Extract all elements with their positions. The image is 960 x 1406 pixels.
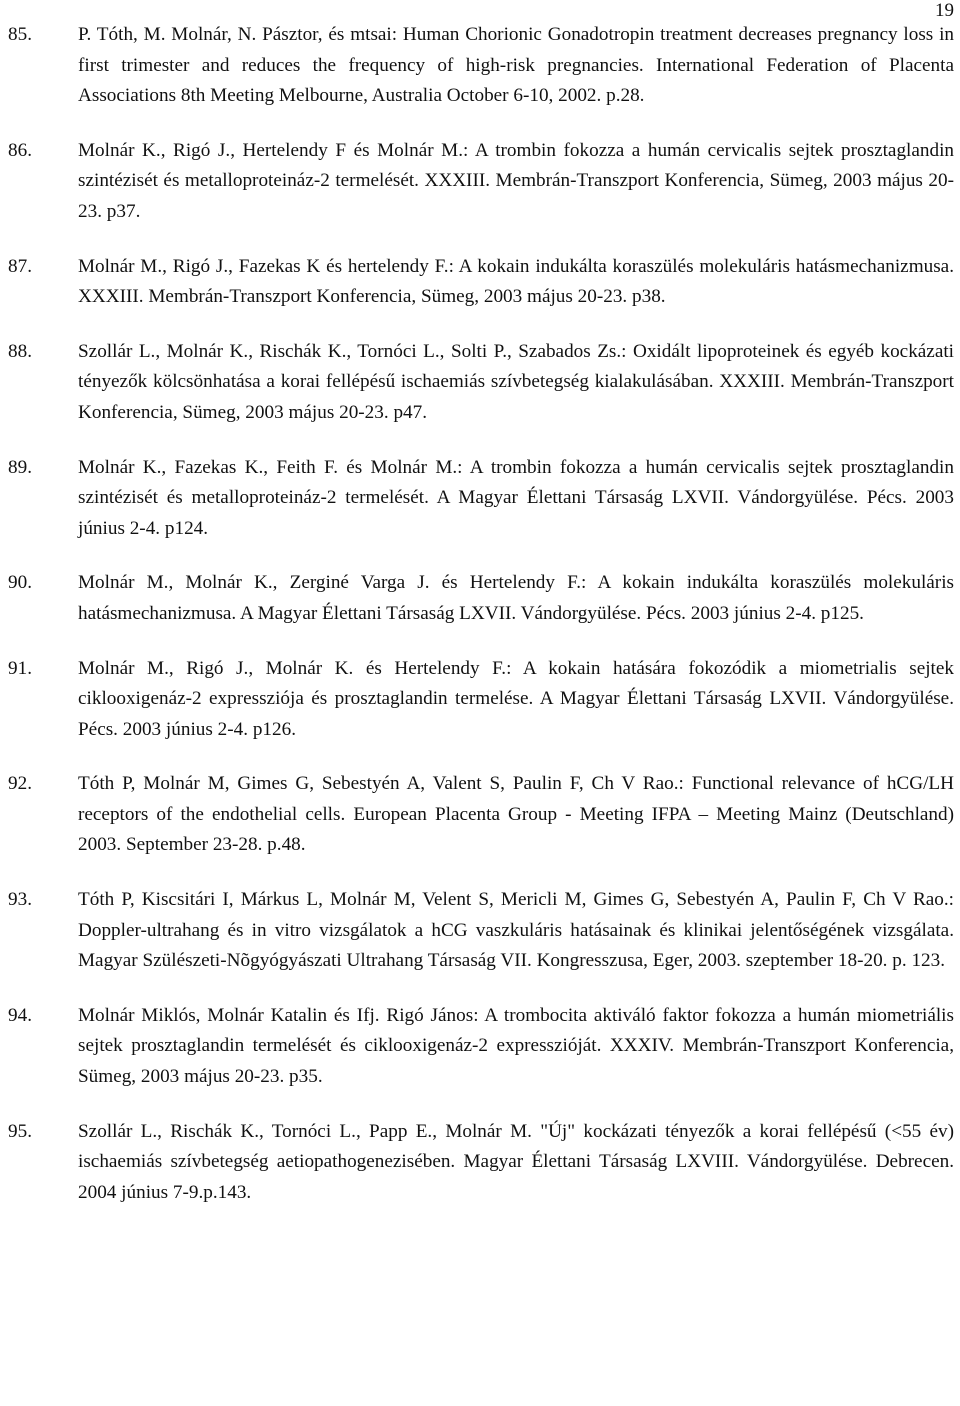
reference-item (8, 337, 954, 429)
reference-text: Molnár M., Molnár K., Zerginé Varga J. és Hertelendy F.: A kokain indukálta koraszülés molekuláris hatásmechanizmusa. A Magyar Élettani Társaság LXVII. Vándorgyülése. Pécs. 2003 június 2-4. p125. (78, 572, 954, 624)
page-number: 19 (935, 0, 954, 21)
reference-number: 87. (8, 255, 32, 277)
reference-text: Szollár L., Rischák K., Tornóci L., Papp E., Molnár M. "Új" kockázati tényezők a korai fellépésű (<55 év) ischaemiás szívbetegség aetiopathogenezisében. Magyar Élettani Társaság LXVIII. Vándorgyülése. Debrecen. 2004 június 7-9.p.143. (78, 1120, 954, 1203)
reference-item (8, 453, 954, 545)
reference-item (8, 1001, 954, 1093)
reference-item (8, 769, 954, 861)
reference-number: 89. (8, 456, 32, 478)
reference-item (8, 252, 954, 313)
reference-item (8, 1117, 954, 1209)
reference-number: 88. (8, 340, 32, 362)
reference-number: 85. (8, 24, 32, 45)
reference-item (8, 136, 954, 228)
reference-number: 90. (8, 572, 32, 594)
reference-item (8, 654, 954, 746)
reference-text: Molnár K., Fazekas K., Feith F. és Molnár M.: A trombin fokozza a humán cervicalis sejtek prosztaglandin szintézisét és metalloproteináz-2 termelését. A Magyar Élettani Társaság LXVII. Vándorgyülése. Pécs. 2003 június 2-4. p124. (78, 456, 954, 539)
reference-number: 94. (8, 1004, 32, 1026)
reference-text: Tóth P, Kiscsitári I, Márkus L, Molnár M, Velent S, Mericli M, Gimes G, Sebestyén A, Paulin F, Ch V Rao.: Doppler-ultrahang és in vitro vizsgálatok a hCG vaszkuláris hatásainak és klinikai jelentőségének vizsgálata. Magyar Szülészeti-Nõgyógyászati Ultrahang Társaság VII. Kongresszusa, Eger, 2003. szeptember 18-20. p. 123. (78, 889, 954, 972)
reference-text: Szollár L., Molnár K., Rischák K., Tornóci L., Solti P., Szabados Zs.: Oxidált lipoproteinek és egyéb kockázati tényezők kölcsönhatása a korai fellépésű ischaemiás szívbetegség kialakulásában. XXXIII. Membrán-Transzport Konferencia, Sümeg, 2003 május 20-23. p47. (78, 340, 954, 423)
reference-text: Tóth P, Molnár M, Gimes G, Sebestyén A, Valent S, Paulin F, Ch V Rao.: Functional relevance of hCG/LH receptors of the endothelial cells. European Placenta Group - Meeting IFPA – Meeting Mainz (Deutschland) 2003. September 23-28. p.48. (78, 773, 954, 856)
reference-number: 86. (8, 139, 32, 161)
reference-list (8, 20, 954, 1232)
reference-text: Molnár K., Rigó J., Hertelendy F és Molnár M.: A trombin fokozza a humán cervicalis sejtek prosztaglandin szintézisét és metalloproteináz-2 termelését. XXXIII. Membrán-Transzport Konferencia, Sümeg, 2003 május 20-23. p37. (78, 139, 954, 222)
reference-number: 92. (8, 773, 32, 795)
reference-item (8, 20, 954, 112)
reference-number: 91. (8, 657, 32, 679)
reference-text: Molnár M., Rigó J., Molnár K. és Hertelendy F.: A kokain hatására fokozódik a miometrialis sejtek ciklooxigenáz-2 expressziója és prosztaglandin termelése. A Magyar Élettani Társaság LXVII. Vándorgyülése. Pécs. 2003 június 2-4. p126. (78, 657, 954, 740)
reference-item (8, 885, 954, 977)
reference-text: P. Tóth, M. Molnár, N. Pásztor, és mtsai: Human Chorionic Gonadotropin treatment decreases pregnancy loss in first trimester and reduces the frequency of high-risk pregnancies. International Federation of Placenta Associations 8th Meeting Melbourne, Australia October 6-10, 2002. p.28. (78, 24, 954, 107)
reference-number: 95. (8, 1120, 32, 1142)
reference-item (8, 568, 954, 629)
reference-number: 93. (8, 889, 32, 911)
reference-text: Molnár M., Rigó J., Fazekas K és hertelendy F.: A kokain indukálta koraszülés molekuláris hatásmechanizmusa. XXXIII. Membrán-Transzport Konferencia, Sümeg, 2003 május 20-23. p38. (78, 255, 954, 308)
reference-text: Molnár Miklós, Molnár Katalin és Ifj. Rigó János: A trombocita aktiváló faktor fokozza a humán miometriális sejtek prosztaglandin termelését és ciklooxigenáz-2 expresszióját. XXXIV. Membrán-Transzport Konferencia, Sümeg, 2003 május 20-23. p35. (78, 1004, 954, 1088)
